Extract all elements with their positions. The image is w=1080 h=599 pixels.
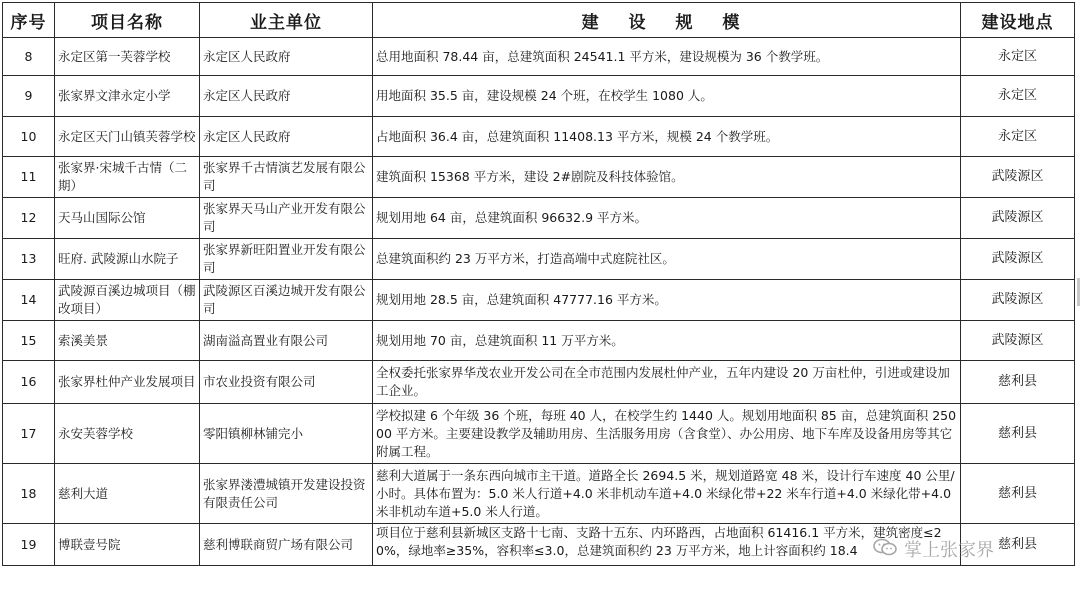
table-row bbox=[3, 198, 1075, 239]
cell-location: 武陵源区 bbox=[961, 321, 1075, 361]
table-row bbox=[3, 404, 1075, 464]
cell-owner: 张家界溇澧城镇开发建设投资有限责任公司 bbox=[200, 464, 373, 524]
cell-location: 永定区 bbox=[961, 117, 1075, 157]
cell-scale: 项目位于慈利县新城区支路十七南、支路十五东、内环路西，占地面积 61416.1 平方米，建筑密度≤20%，绿地率≥35%，容积率≤3.0，总建筑面积约 23 万平方米，地上计容面积约 18.4 bbox=[373, 524, 961, 566]
header-name: 项目名称 bbox=[55, 3, 200, 38]
project-table bbox=[2, 2, 1075, 566]
cell-seq: 18 bbox=[3, 464, 55, 524]
cell-location: 慈利县 bbox=[961, 361, 1075, 404]
cell-location: 慈利县 bbox=[961, 464, 1075, 524]
cell-scale: 规划用地 28.5 亩，总建筑面积 47777.16 平方米。 bbox=[373, 280, 961, 321]
cell-owner: 武陵源区百溪边城开发有限公司 bbox=[200, 280, 373, 321]
header-location: 建设地点 bbox=[961, 3, 1075, 38]
header-seq: 序号 bbox=[3, 3, 55, 38]
table-row bbox=[3, 38, 1075, 76]
table-row bbox=[3, 117, 1075, 157]
cell-location: 武陵源区 bbox=[961, 239, 1075, 280]
cell-owner: 零阳镇柳林铺完小 bbox=[200, 404, 373, 464]
cell-scale: 总用地面积 78.44 亩，总建筑面积 24541.1 平方米，建设规模为 36 个教学班。 bbox=[373, 38, 961, 76]
table-row bbox=[3, 239, 1075, 280]
cell-seq: 14 bbox=[3, 280, 55, 321]
table-row bbox=[3, 361, 1075, 404]
cell-location: 武陵源区 bbox=[961, 280, 1075, 321]
cell-name: 永定区第一芙蓉学校 bbox=[55, 38, 200, 76]
header-scale: 建 设 规 模 bbox=[373, 3, 961, 38]
cell-owner: 永定区人民政府 bbox=[200, 117, 373, 157]
cell-seq: 10 bbox=[3, 117, 55, 157]
cell-seq: 16 bbox=[3, 361, 55, 404]
cell-name: 武陵源百溪边城项目（棚改项目） bbox=[55, 280, 200, 321]
table-row bbox=[3, 464, 1075, 524]
cell-name: 永安芙蓉学校 bbox=[55, 404, 200, 464]
cell-seq: 8 bbox=[3, 38, 55, 76]
watermark bbox=[872, 536, 994, 562]
cell-name: 张家界杜仲产业发展项目 bbox=[55, 361, 200, 404]
cell-name: 天马山国际公馆 bbox=[55, 198, 200, 239]
cell-seq: 12 bbox=[3, 198, 55, 239]
cell-owner: 张家界新旺阳置业开发有限公司 bbox=[200, 239, 373, 280]
cell-scale: 总建筑面积约 23 万平方米，打造高端中式庭院社区。 bbox=[373, 239, 961, 280]
cell-name: 张家界文津永定小学 bbox=[55, 76, 200, 117]
cell-owner: 湖南溢高置业有限公司 bbox=[200, 321, 373, 361]
cell-location: 慈利县 bbox=[961, 404, 1075, 464]
cell-scale: 慈利大道属于一条东西向城市主干道。道路全长 2694.5 米，规划道路宽 48 米，设计行车速度 40 公里/小时。具体布置为：5.0 米人行道+4.0 米非机动车道+4.0 米绿化带+22 米车行道+4.0 米绿化带+4.0 米非机动车道+5.0 米人行道。 bbox=[373, 464, 961, 524]
cell-owner: 市农业投资有限公司 bbox=[200, 361, 373, 404]
cell-seq: 19 bbox=[3, 524, 55, 566]
table-row bbox=[3, 321, 1075, 361]
table-row bbox=[3, 157, 1075, 198]
cell-scale: 学校拟建 6 个年级 36 个班，每班 40 人，在校学生约 1440 人。规划用地面积 85 亩，总建筑面积 25000 平方米。主要建设教学及辅助用房、生活服务用房（含食堂）、办公用房、地下车库及设备用房等其它附属工程。 bbox=[373, 404, 961, 464]
header-row bbox=[3, 3, 1075, 38]
cell-scale: 规划用地 64 亩，总建筑面积 96632.9 平方米。 bbox=[373, 198, 961, 239]
cell-location: 慈利县 bbox=[961, 524, 1075, 566]
cell-name: 博联壹号院 bbox=[55, 524, 200, 566]
cell-name: 索溪美景 bbox=[55, 321, 200, 361]
cell-seq: 11 bbox=[3, 157, 55, 198]
cell-seq: 15 bbox=[3, 321, 55, 361]
cell-location: 永定区 bbox=[961, 76, 1075, 117]
wechat-icon bbox=[872, 537, 898, 562]
cell-location: 武陵源区 bbox=[961, 198, 1075, 239]
cell-seq: 17 bbox=[3, 404, 55, 464]
cell-name: 永定区天门山镇芙蓉学校 bbox=[55, 117, 200, 157]
cell-name: 旺府. 武陵源山水院子 bbox=[55, 239, 200, 280]
cell-scale: 全权委托张家界华茂农业开发公司在全市范围内发展杜仲产业，五年内建设 20 万亩杜仲，引进或建设加工企业。 bbox=[373, 361, 961, 404]
cell-owner: 张家界天马山产业开发有限公司 bbox=[200, 198, 373, 239]
cell-owner: 永定区人民政府 bbox=[200, 76, 373, 117]
cell-name: 慈利大道 bbox=[55, 464, 200, 524]
cell-scale: 用地面积 35.5 亩，建设规模 24 个班，在校学生 1080 人。 bbox=[373, 76, 961, 117]
cell-scale: 规划用地 70 亩，总建筑面积 11 万平方米。 bbox=[373, 321, 961, 361]
cell-location: 永定区 bbox=[961, 38, 1075, 76]
table-row bbox=[3, 280, 1075, 321]
cell-scale: 占地面积 36.4 亩，总建筑面积 11408.13 平方米，规模 24 个教学班。 bbox=[373, 117, 961, 157]
cell-owner: 慈利博联商贸广场有限公司 bbox=[200, 524, 373, 566]
cell-location: 武陵源区 bbox=[961, 157, 1075, 198]
table-row bbox=[3, 76, 1075, 117]
cell-seq: 13 bbox=[3, 239, 55, 280]
cell-scale: 建筑面积 15368 平方米，建设 2#剧院及科技体验馆。 bbox=[373, 157, 961, 198]
header-owner: 业主单位 bbox=[200, 3, 373, 38]
cell-owner: 张家界千古情演艺发展有限公司 bbox=[200, 157, 373, 198]
watermark-text: 掌上张家界 bbox=[904, 540, 994, 561]
cell-owner: 永定区人民政府 bbox=[200, 38, 373, 76]
cell-name: 张家界·宋城千古情（二期） bbox=[55, 157, 200, 198]
cell-seq: 9 bbox=[3, 76, 55, 117]
